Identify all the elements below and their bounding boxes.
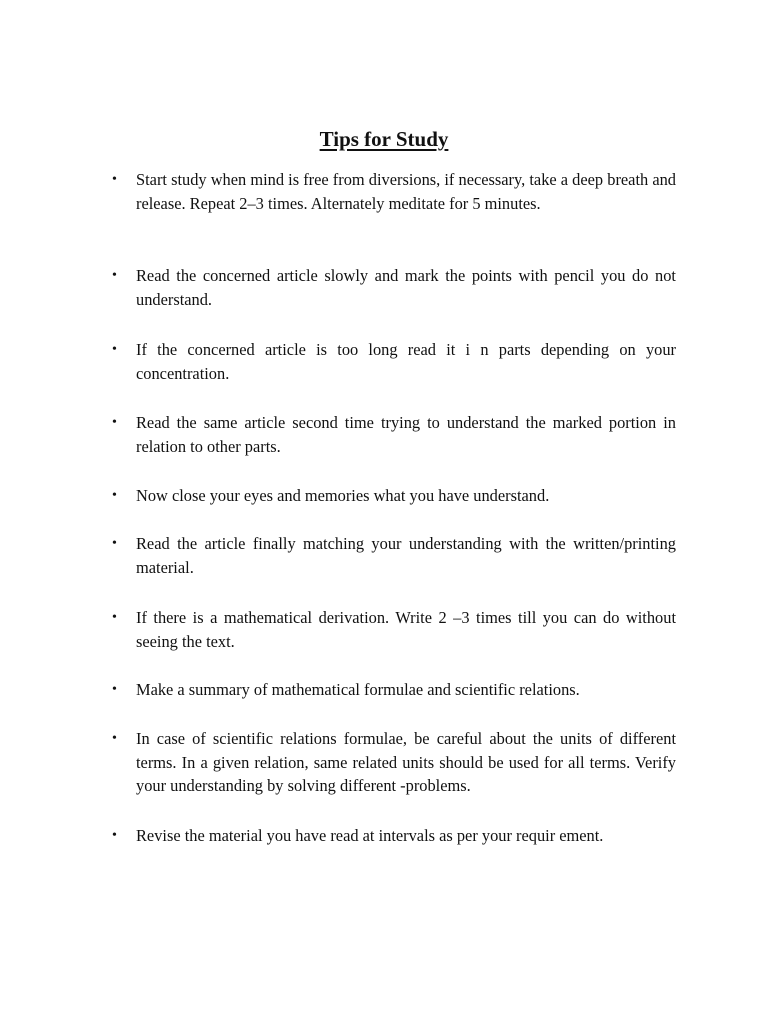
tip-text: Read the article finally matching your understanding with the written/printing material. (136, 534, 676, 577)
bullet-icon: • (112, 731, 117, 746)
tip-item (112, 727, 676, 798)
bullet-icon: • (112, 415, 117, 430)
bullet-icon: • (112, 682, 117, 697)
bullet-icon: • (112, 172, 117, 187)
tip-text: Make a summary of mathematical formulae and scientific relations. (136, 680, 580, 699)
bullet-icon: • (112, 536, 117, 551)
tip-text: Read the same article second time trying to understand the marked portion in relation to other parts. (136, 413, 676, 456)
tip-text: In case of scientific relations formulae, be careful about the units of different terms. In a given relation, same related units should be used for all terms. Verify your understanding by solving different -problems. (136, 729, 676, 795)
bullet-icon: • (112, 488, 117, 503)
bullet-icon: • (112, 268, 117, 283)
bullet-icon: • (112, 610, 117, 625)
tip-item (112, 824, 676, 848)
tip-item (112, 606, 676, 653)
bullet-icon: • (112, 342, 117, 357)
document-title: Tips for Study (319, 127, 449, 151)
tip-text: Read the concerned article slowly and mark the points with pencil you do not understand. (136, 266, 676, 309)
tip-item (112, 532, 676, 579)
tip-text: If there is a mathematical derivation. Write 2 –3 times till you can do without seeing the text. (136, 608, 676, 651)
bullet-icon: • (112, 828, 117, 843)
tip-item (112, 678, 676, 702)
tip-item (112, 411, 676, 458)
tip-item (112, 338, 676, 385)
tip-item (112, 168, 676, 215)
tip-text: Revise the material you have read at intervals as per your requir ement. (136, 826, 604, 845)
tip-item (112, 264, 676, 311)
tip-text: Start study when mind is free from diversions, if necessary, take a deep breath and release. Repeat 2–3 times. Alternately meditate for 5 minutes. (136, 170, 676, 213)
tip-text: If the concerned article is too long read it i n parts depending on your concentration. (136, 340, 676, 383)
tip-text: Now close your eyes and memories what you have understand. (136, 486, 550, 505)
tip-item (112, 484, 676, 508)
